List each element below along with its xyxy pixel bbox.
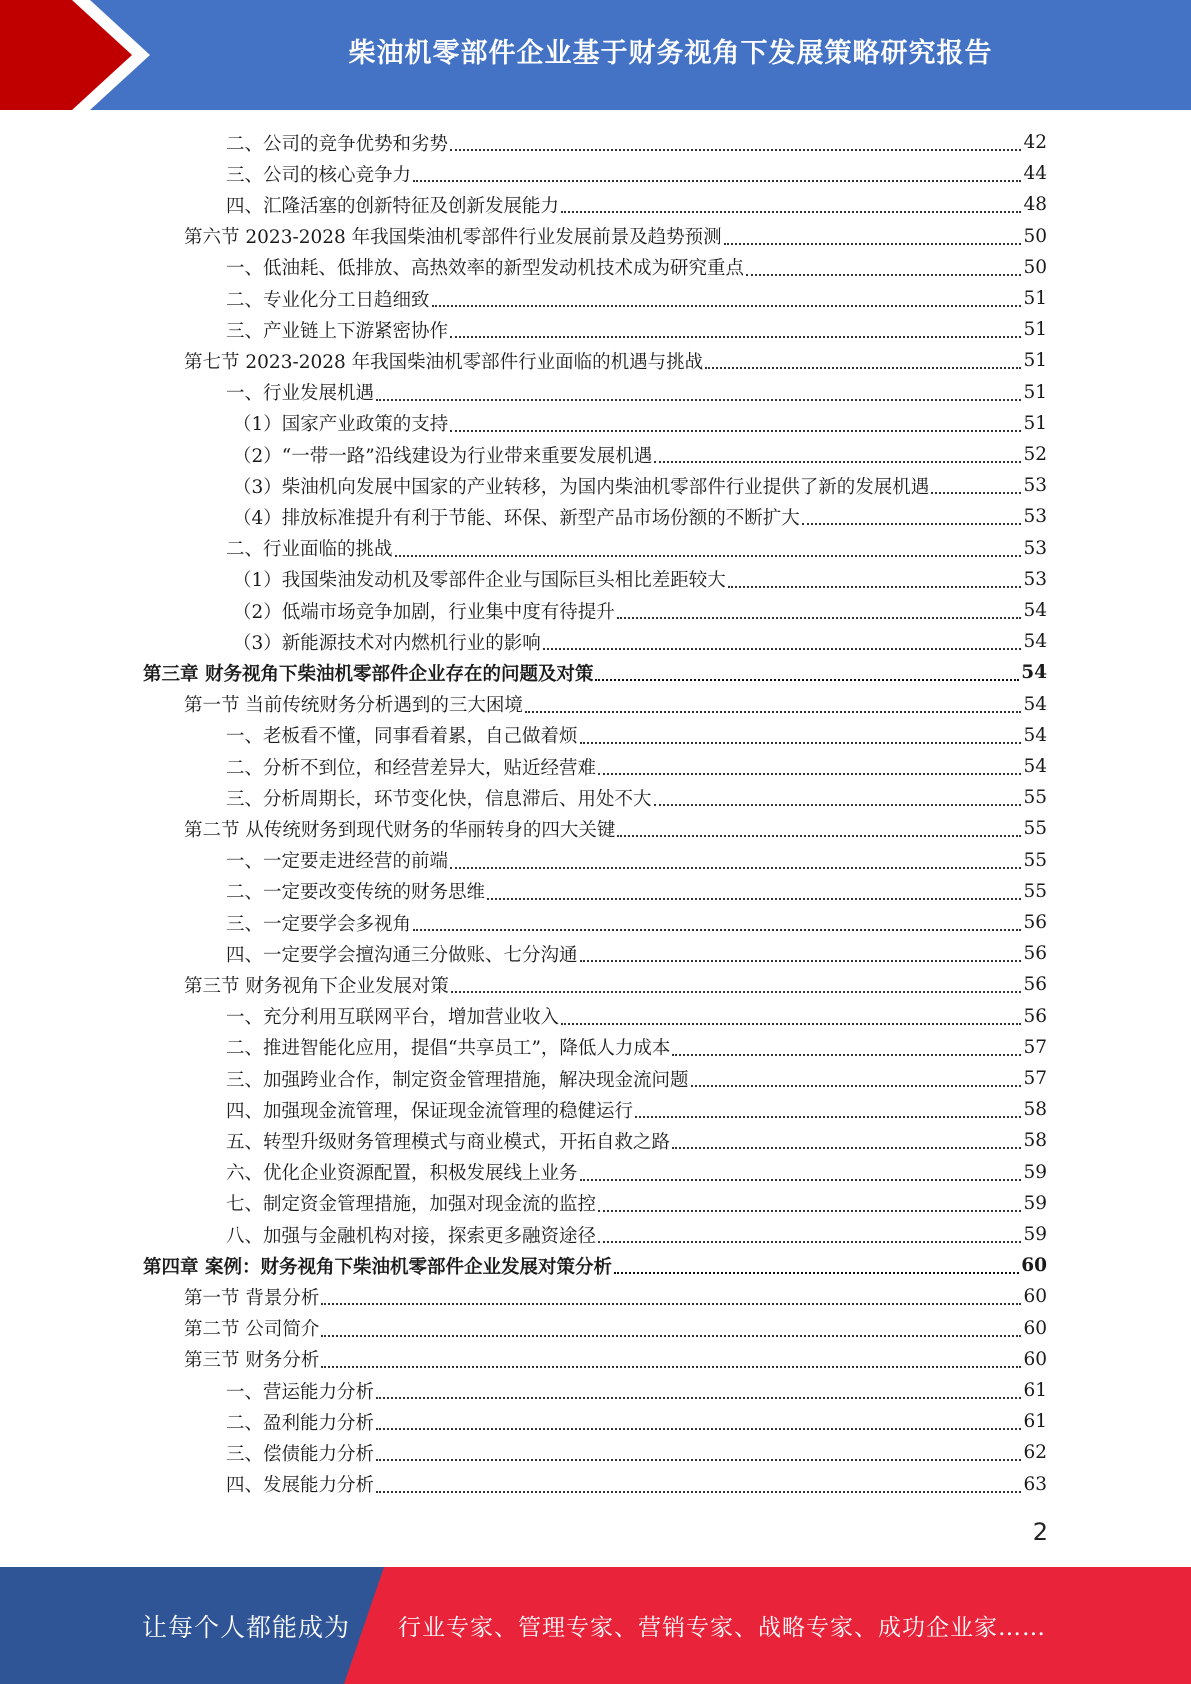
toc-entry[interactable] xyxy=(226,158,1047,189)
toc-entry-label: （3）柴油机向发展中国家的产业转移，为国内柴油机零部件行业提供了新的发展机遇 xyxy=(233,476,930,498)
toc-entry-label: 一、老板看不懂，同事看着累，自己做着烦 xyxy=(226,726,578,748)
toc-entry-label: 三、加强跨业合作，制定资金管理措施，解决现金流问题 xyxy=(226,1069,689,1091)
toc-dot-leader xyxy=(561,1022,1021,1025)
toc-entry-page: 51 xyxy=(1023,381,1047,403)
toc-entry[interactable] xyxy=(184,1313,1047,1344)
toc-entry[interactable] xyxy=(226,1032,1047,1063)
toc-entry-page: 53 xyxy=(1023,568,1047,590)
toc-dot-leader xyxy=(705,366,1021,369)
toc-dot-leader xyxy=(525,710,1022,713)
toc-entry-label: 第六节 2023-2028 年我国柴油机零部件行业发展前景及趋势预测 xyxy=(184,227,722,249)
toc-dot-leader xyxy=(413,928,1021,931)
toc-entry-page: 56 xyxy=(1023,1005,1047,1027)
toc-dot-leader xyxy=(598,1240,1021,1243)
toc-dot-leader xyxy=(321,1302,1021,1305)
toc-entry[interactable] xyxy=(184,689,1047,720)
toc-entry-label: 二、推进智能化应用，提倡“共享员工”，降低人力成本 xyxy=(226,1038,671,1060)
toc-entry[interactable] xyxy=(226,907,1047,938)
toc-entry[interactable] xyxy=(226,1063,1047,1094)
page-header xyxy=(0,0,1191,110)
toc-entry-page: 56 xyxy=(1023,912,1047,933)
toc-entry-label: （1）我国柴油发动机及零部件企业与国际巨头相比差距较大 xyxy=(233,570,726,592)
toc-entry[interactable] xyxy=(226,533,1047,564)
toc-entry-label: 第三章 财务视角下柴油机零部件企业存在的问题及对策 xyxy=(143,663,594,685)
toc-dot-leader xyxy=(802,522,1022,525)
toc-entry-label: 第三节 财务分析 xyxy=(184,1350,320,1372)
toc-entry-label: 二、公司的竞争优势和劣势 xyxy=(226,133,449,155)
toc-entry-page: 55 xyxy=(1023,787,1047,809)
toc-entry-page: 54 xyxy=(1021,662,1047,684)
toc-dot-leader xyxy=(728,585,1022,588)
toc-entry[interactable] xyxy=(226,845,1047,876)
toc-entry-label: 一、行业发展机遇 xyxy=(226,383,375,405)
toc-entry-page: 60 xyxy=(1021,1255,1047,1277)
toc-dot-leader xyxy=(691,1084,1022,1087)
toc-entry[interactable] xyxy=(233,595,1047,626)
toc-entry[interactable] xyxy=(184,813,1047,844)
toc-entry-page: 60 xyxy=(1023,1317,1047,1339)
toc-dot-leader xyxy=(450,335,1021,338)
toc-entry-label: 二、盈利能力分析 xyxy=(226,1412,375,1434)
toc-entry-label: 二、分析不到位，和经营差异大，贴近经营难 xyxy=(226,757,597,779)
toc-entry-label: 第二节 公司简介 xyxy=(184,1319,320,1341)
toc-dot-leader xyxy=(654,460,1021,463)
footer-slogan-left: 让每个人都能成为 xyxy=(142,1612,351,1642)
toc-dot-leader xyxy=(580,959,1022,962)
toc-entry-page: 51 xyxy=(1023,412,1047,434)
toc-entry-label: 三、一定要学会多视角 xyxy=(226,913,412,935)
toc-entry[interactable] xyxy=(226,127,1047,158)
toc-dot-leader xyxy=(395,554,1022,557)
toc-entry[interactable] xyxy=(226,782,1047,813)
toc-entry-page: 48 xyxy=(1023,194,1047,216)
toc-entry-label: 第二节 从传统财务到现代财务的华丽转身的四大关键 xyxy=(184,819,616,841)
toc-entry-label: 三、分析周期长，环节变化快，信息滞后、用处不大 xyxy=(226,788,652,810)
toc-entry-page: 55 xyxy=(1023,818,1047,840)
toc-dot-leader xyxy=(321,1365,1021,1368)
toc-entry-page: 54 xyxy=(1023,756,1047,777)
toc-entry[interactable] xyxy=(226,314,1047,345)
toc-entry[interactable] xyxy=(233,501,1047,532)
toc-entry[interactable] xyxy=(226,252,1047,283)
toc-entry-label: 一、低油耗、低排放、高热效率的新型发动机技术成为研究重点 xyxy=(226,258,745,280)
toc-dot-leader xyxy=(617,834,1021,837)
toc-dot-leader xyxy=(614,1271,1019,1274)
toc-entry-page: 50 xyxy=(1023,256,1047,278)
toc-dot-leader xyxy=(376,1490,1021,1493)
toc-entry-label: 第一节 背景分析 xyxy=(184,1287,320,1309)
toc-entry-label: 第四章 案例：财务视角下柴油机零部件企业发展对策分析 xyxy=(143,1256,612,1278)
toc-entry-page: 51 xyxy=(1023,288,1047,309)
toc-entry-page: 54 xyxy=(1023,724,1047,746)
toc-entry[interactable] xyxy=(226,1157,1047,1188)
toc-entry-label: （4）排放标准提升有利于节能、环保、新型产品市场份额的不断扩大 xyxy=(233,507,800,529)
toc-dot-leader xyxy=(672,1053,1021,1056)
toc-entry-label: （2）“一带一路”沿线建设为行业带来重要发展机遇 xyxy=(233,445,653,467)
toc-dot-leader xyxy=(580,741,1022,744)
toc-dot-leader xyxy=(672,1146,1021,1149)
toc-entry-page: 60 xyxy=(1023,1286,1047,1308)
toc-entry[interactable] xyxy=(226,1375,1047,1406)
toc-entry-page: 44 xyxy=(1023,163,1047,185)
toc-entry[interactable] xyxy=(226,1437,1047,1468)
toc-entry-label: 一、一定要走进经营的前端 xyxy=(226,851,449,873)
toc-entry[interactable] xyxy=(226,720,1047,751)
toc-entry[interactable] xyxy=(184,1344,1047,1375)
toc-entry-page: 59 xyxy=(1023,1224,1047,1245)
toc-entry-page: 59 xyxy=(1023,1161,1047,1183)
toc-entry-page: 42 xyxy=(1023,132,1047,153)
toc-entry[interactable] xyxy=(184,221,1047,252)
toc-entry[interactable] xyxy=(233,564,1047,595)
toc-entry-label: （3）新能源技术对内燃机行业的影响 xyxy=(233,632,541,654)
toc-entry-page: 60 xyxy=(1023,1348,1047,1370)
toc-dot-leader xyxy=(413,179,1021,182)
toc-entry-page: 54 xyxy=(1023,600,1047,621)
page-footer xyxy=(0,1567,1191,1684)
toc-entry-page: 62 xyxy=(1023,1442,1047,1464)
footer-slogan-right: 行业专家、管理专家、营销专家、战略专家、成功企业家…… xyxy=(398,1615,1046,1641)
toc-entry[interactable] xyxy=(226,377,1047,408)
toc-entry-label: （2）低端市场竞争加剧，行业集中度有待提升 xyxy=(233,601,615,623)
toc-dot-leader xyxy=(376,1458,1021,1461)
toc-dot-leader xyxy=(580,1178,1022,1181)
toc-entry[interactable] xyxy=(226,1125,1047,1156)
toc-entry[interactable] xyxy=(143,1250,1047,1281)
toc-entry[interactable] xyxy=(233,470,1047,501)
toc-entry-page: 54 xyxy=(1023,693,1047,715)
toc-entry-page: 53 xyxy=(1023,506,1047,528)
toc-entry-page: 57 xyxy=(1023,1036,1047,1058)
toc-entry[interactable] xyxy=(226,1406,1047,1437)
toc-entry-label: 六、优化企业资源配置，积极发展线上业务 xyxy=(226,1163,578,1185)
toc-entry-label: 三、公司的核心竞争力 xyxy=(226,164,412,186)
toc-entry-label: 一、充分利用互联网平台，增加营业收入 xyxy=(226,1007,560,1029)
toc-entry[interactable] xyxy=(184,345,1047,376)
toc-dot-leader xyxy=(746,273,1021,276)
toc-entry[interactable] xyxy=(143,657,1047,688)
toc-entry-page: 55 xyxy=(1023,880,1047,902)
chevron-arrow-icon xyxy=(0,0,160,110)
toc-entry[interactable] xyxy=(226,938,1047,969)
toc-entry-label: 五、转型升级财务管理模式与商业模式，开拓自救之路 xyxy=(226,1131,671,1153)
toc-entry-page: 59 xyxy=(1023,1192,1047,1214)
toc-entry-label: 四、发展能力分析 xyxy=(226,1475,375,1497)
toc-entry-page: 52 xyxy=(1023,444,1047,465)
toc-entry-page: 61 xyxy=(1023,1411,1047,1433)
toc-dot-leader xyxy=(376,398,1021,401)
chevron-red xyxy=(0,0,132,110)
toc-entry[interactable] xyxy=(226,876,1047,907)
toc-entry-label: 七、制定资金管理措施，加强对现金流的监控 xyxy=(226,1194,597,1216)
toc-entry-label: 第三节 财务视角下企业发展对策 xyxy=(184,975,449,997)
toc-entry-label: 第七节 2023-2028 年我国柴油机零部件行业面临的机遇与挑战 xyxy=(184,351,704,373)
toc-entry[interactable] xyxy=(226,1469,1047,1500)
toc-dot-leader xyxy=(654,803,1022,806)
toc-entry-page: 56 xyxy=(1023,943,1047,965)
toc-entry-page: 57 xyxy=(1023,1068,1047,1089)
toc-dot-leader xyxy=(450,866,1021,869)
toc-dot-leader xyxy=(595,678,1019,681)
toc-dot-leader xyxy=(543,647,1022,650)
toc-dot-leader xyxy=(635,1115,1021,1118)
toc-entry-page: 50 xyxy=(1023,225,1047,247)
toc-entry[interactable] xyxy=(233,626,1047,657)
toc-dot-leader xyxy=(487,897,1021,900)
toc-entry[interactable] xyxy=(226,189,1047,220)
toc-dot-leader xyxy=(450,429,1021,432)
toc-entry-label: 三、产业链上下游紧密协作 xyxy=(226,320,449,342)
toc-entry-page: 51 xyxy=(1023,350,1047,372)
toc-entry-label: 二、一定要改变传统的财务思维 xyxy=(226,882,486,904)
toc-entry[interactable] xyxy=(233,439,1047,470)
toc-entry-page: 63 xyxy=(1023,1473,1047,1495)
toc-dot-leader xyxy=(598,1209,1021,1212)
toc-dot-leader xyxy=(450,148,1021,151)
toc-entry-label: 三、偿债能力分析 xyxy=(226,1443,375,1465)
toc-dot-leader xyxy=(376,1427,1021,1430)
toc-entry-label: 二、专业化分工日趋细致 xyxy=(226,289,430,311)
toc-dot-leader xyxy=(931,491,1021,494)
toc-entry-label: 八、加强与金融机构对接，探索更多融资途径 xyxy=(226,1225,597,1247)
toc-dot-leader xyxy=(561,210,1021,213)
toc-dot-leader xyxy=(376,1396,1021,1399)
toc-dot-leader xyxy=(598,772,1021,775)
toc-entry-label: （1）国家产业政策的支持 xyxy=(233,414,449,436)
toc-entry[interactable] xyxy=(184,1281,1047,1312)
toc-entry-page: 54 xyxy=(1023,631,1047,653)
toc-entry[interactable] xyxy=(226,1188,1047,1219)
toc-entry-label: 四、一定要学会擅沟通三分做账、七分沟通 xyxy=(226,944,578,966)
toc-entry-label: 第一节 当前传统财务分析遇到的三大困境 xyxy=(184,695,523,717)
toc-entry-page: 56 xyxy=(1023,974,1047,996)
toc-dot-leader xyxy=(321,1334,1021,1337)
toc-entry-label: 四、加强现金流管理，保证现金流管理的稳健运行 xyxy=(226,1100,634,1122)
toc-entry-page: 55 xyxy=(1023,849,1047,871)
toc-entry-page: 58 xyxy=(1023,1099,1047,1121)
toc-entry-page: 61 xyxy=(1023,1380,1047,1401)
toc-entry[interactable] xyxy=(226,751,1047,782)
toc-dot-leader xyxy=(617,616,1022,619)
toc-entry-page: 53 xyxy=(1023,475,1047,497)
toc-entry[interactable] xyxy=(184,969,1047,1000)
toc-dot-leader xyxy=(724,242,1022,245)
report-title: 柴油机零部件企业基于财务视角下发展策略研究报告 xyxy=(348,37,993,69)
page-number: 2 xyxy=(1032,1518,1048,1546)
toc-entry[interactable] xyxy=(226,1219,1047,1250)
toc-entry-label: 二、行业面临的挑战 xyxy=(226,539,393,561)
toc-entry[interactable] xyxy=(226,283,1047,314)
toc-entry-page: 58 xyxy=(1023,1130,1047,1152)
toc-entry-label: 一、营运能力分析 xyxy=(226,1381,375,1403)
toc-entry-label: 四、汇隆活塞的创新特征及创新发展能力 xyxy=(226,195,560,217)
toc-entry[interactable] xyxy=(226,1001,1047,1032)
toc-entry-page: 53 xyxy=(1023,537,1047,559)
toc-dot-leader xyxy=(432,304,1022,307)
toc-entry[interactable] xyxy=(226,1094,1047,1125)
toc-dot-leader xyxy=(451,990,1022,993)
toc-entry-page: 51 xyxy=(1023,319,1047,341)
toc-entry[interactable] xyxy=(233,408,1047,439)
